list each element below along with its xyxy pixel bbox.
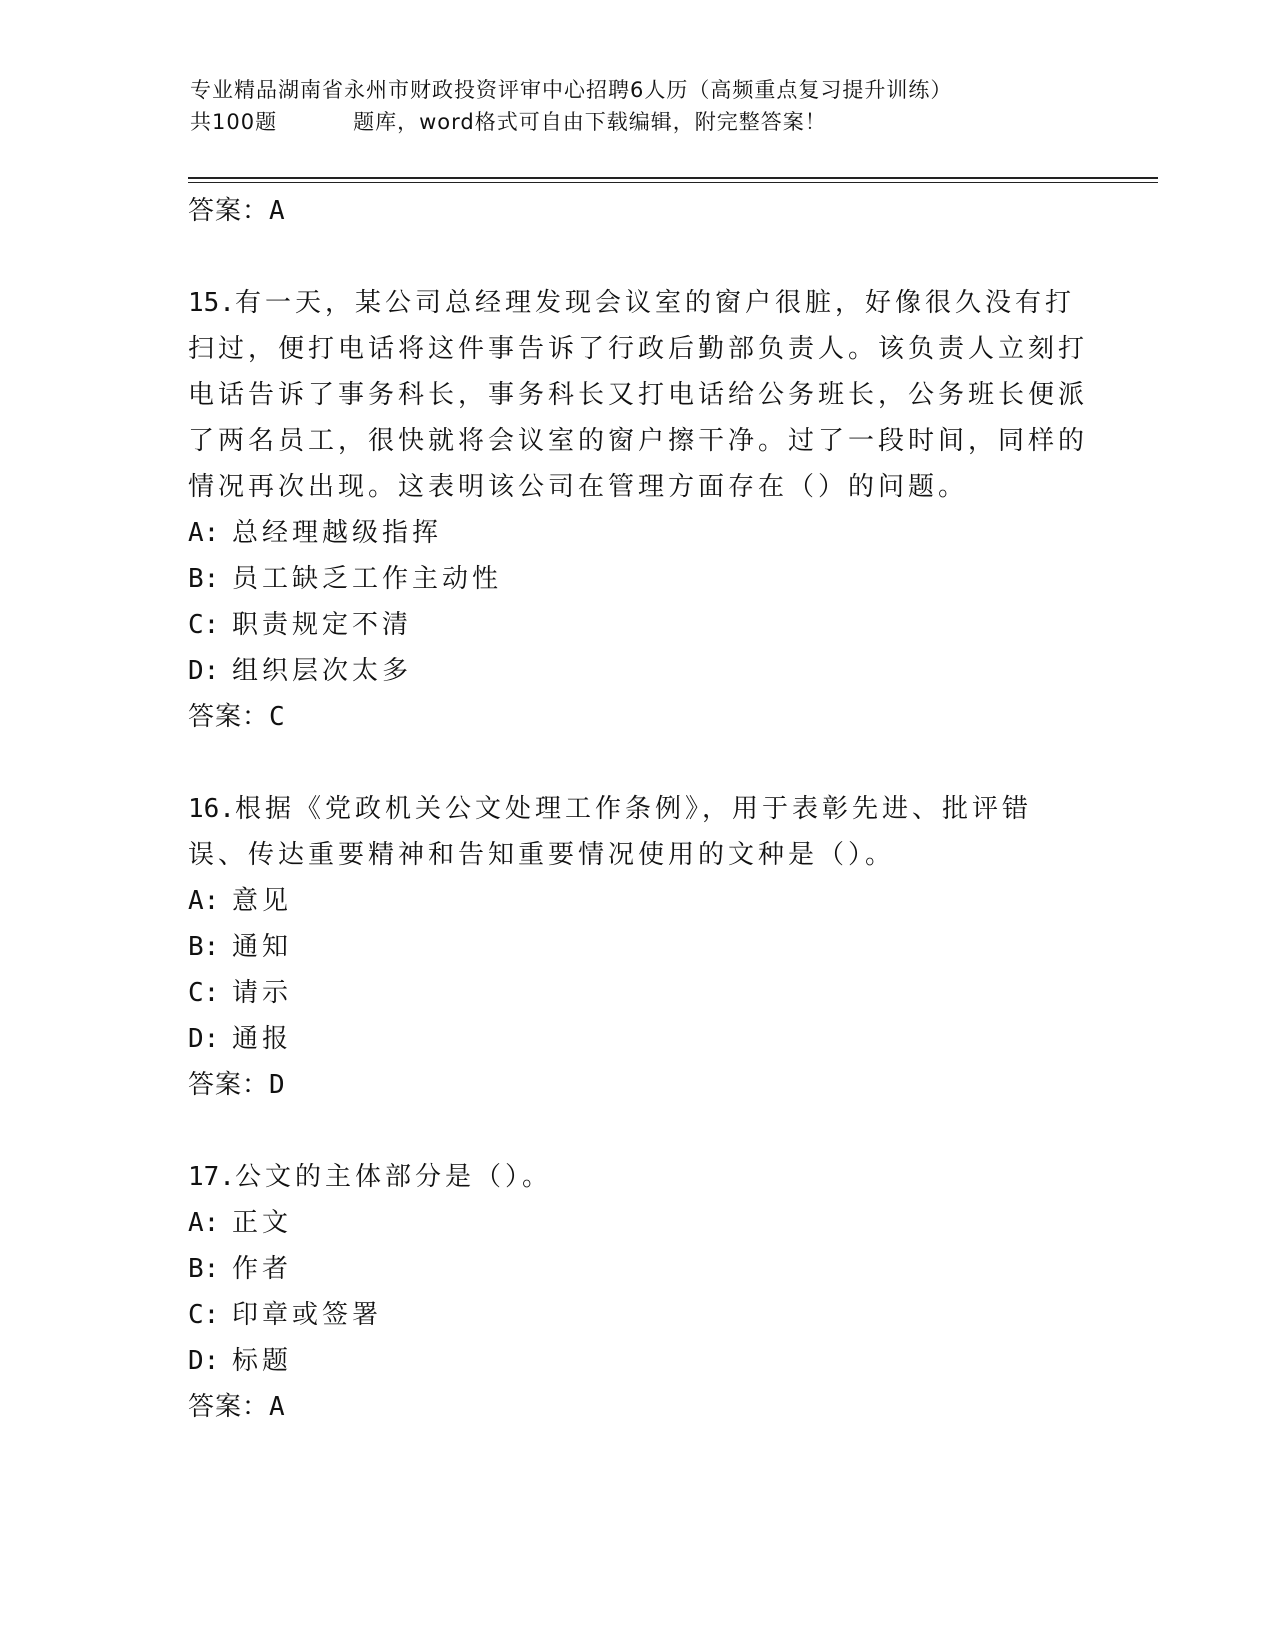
answer-label: 答案： xyxy=(188,1070,270,1100)
question-16 xyxy=(188,786,1088,1108)
option-d xyxy=(188,1338,1088,1384)
question-number: 16. xyxy=(188,794,235,824)
option-text: 职责规定不清 xyxy=(232,610,413,640)
option-letter: B: xyxy=(188,1254,220,1284)
option-text: 通知 xyxy=(232,932,293,962)
answer-label: 答案： xyxy=(188,196,270,226)
question-number: 17. xyxy=(188,1162,235,1192)
option-b xyxy=(188,924,1088,970)
option-letter: A: xyxy=(188,886,220,916)
option-text: 标题 xyxy=(232,1346,293,1376)
option-letter: D: xyxy=(188,1024,220,1054)
option-text: 意见 xyxy=(232,886,293,916)
option-c xyxy=(188,602,1088,648)
option-c xyxy=(188,970,1088,1016)
answer-line xyxy=(188,188,1088,234)
answer-line xyxy=(188,1384,1088,1430)
question-17 xyxy=(188,1154,1088,1430)
header-gap xyxy=(277,106,353,138)
document-content xyxy=(188,188,1088,1430)
question-15 xyxy=(188,280,1088,740)
answer-label: 答案： xyxy=(188,1392,270,1422)
option-text: 通报 xyxy=(232,1024,293,1054)
answer-value: D xyxy=(269,1070,286,1100)
header-rule-thick xyxy=(188,177,1158,179)
answer-value: A xyxy=(269,196,286,226)
option-d xyxy=(188,1016,1088,1062)
option-letter: D: xyxy=(188,1346,220,1376)
option-a xyxy=(188,1200,1088,1246)
option-a xyxy=(188,878,1088,924)
question-text xyxy=(188,280,1088,510)
option-text: 总经理越级指挥 xyxy=(232,518,443,548)
option-letter: A: xyxy=(188,518,220,548)
header-description: 题库，word格式可自由下载编辑，附完整答案！ xyxy=(353,110,827,134)
answer-line xyxy=(188,1062,1088,1108)
option-c xyxy=(188,1292,1088,1338)
option-letter: B: xyxy=(188,932,220,962)
option-letter: A: xyxy=(188,1208,220,1238)
answer-line xyxy=(188,694,1088,740)
option-text: 请示 xyxy=(232,978,293,1008)
option-letter: D: xyxy=(188,656,220,686)
answer-value: C xyxy=(269,702,286,732)
question-stem: 有一天，某公司总经理发现会议室的窗户很脏，好像很久没有打扫过，便打电话将这件事告诉了行政后勤部负责人。该负责人立刻打电话告诉了事务科长，事务科长又打电话给公务班长，公务班长便派了两名员工，很快就将会议室的窗户擦干净。过了一段时间，同样的情况再次出现。这表明该公司在管理方面存在（）的问题。 xyxy=(188,288,1089,502)
option-a xyxy=(188,510,1088,556)
answer-value: A xyxy=(269,1392,286,1422)
option-letter: C: xyxy=(188,1300,220,1330)
question-text xyxy=(188,786,1088,878)
option-b xyxy=(188,556,1088,602)
question-number: 15. xyxy=(188,288,235,318)
option-text: 作者 xyxy=(232,1254,293,1284)
question-text xyxy=(188,1154,1088,1200)
answer-label: 答案： xyxy=(188,702,270,732)
header-subtitle-line xyxy=(190,106,1090,138)
option-letter: B: xyxy=(188,564,220,594)
option-letter: C: xyxy=(188,978,220,1008)
option-text: 组织层次太多 xyxy=(232,656,413,686)
option-letter: C: xyxy=(188,610,220,640)
header-question-count: 共100题 xyxy=(190,110,278,134)
option-text: 印章或签署 xyxy=(232,1300,383,1330)
question-stem: 根据《党政机关公文处理工作条例》，用于表彰先进、批评错误、传达重要精神和告知重要情况使用的文种是（）。 xyxy=(188,794,1032,870)
question-stem: 公文的主体部分是（）。 xyxy=(234,1162,552,1192)
option-text: 正文 xyxy=(232,1208,293,1238)
page-header xyxy=(190,74,1090,138)
option-b xyxy=(188,1246,1088,1292)
header-title-line: 专业精品湖南省永州市财政投资评审中心招聘6人历（高频重点复习提升训练） xyxy=(190,78,953,102)
option-d xyxy=(188,648,1088,694)
header-rule-thin xyxy=(188,182,1158,183)
option-text: 员工缺乏工作主动性 xyxy=(232,564,503,594)
